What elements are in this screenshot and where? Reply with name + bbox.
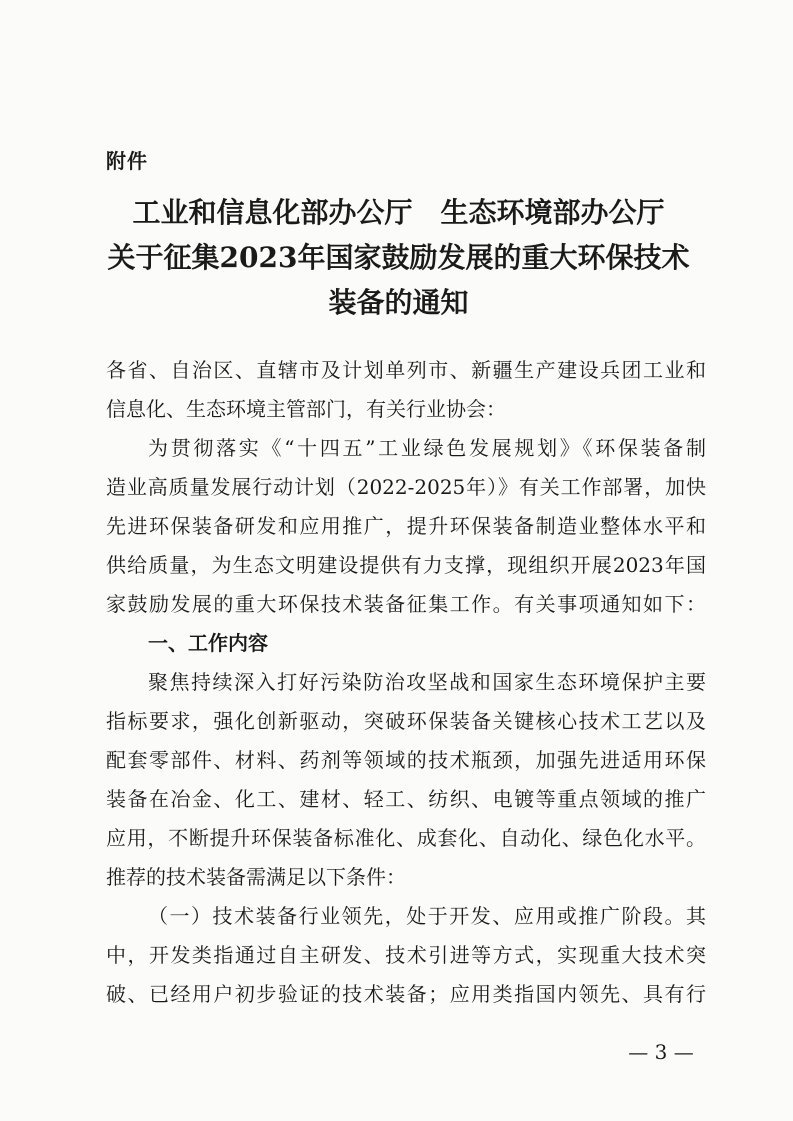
paragraph-line: 推荐的技术装备需满足以下条件： (106, 865, 406, 889)
section-heading: 一、工作内容 (148, 631, 268, 655)
attachment-label: 附件 (106, 149, 148, 173)
paragraph-line: 装备在冶金、化工、建材、轻工、纺织、电镀等重点领域的推广 (106, 787, 706, 811)
paragraph-line: 中，开发类指通过自主研发、技术引进等方式，实现重大技术突 (106, 943, 706, 967)
document-body (106, 351, 706, 1014)
paragraph-line: 指标要求，强化创新驱动，突破环保装备关键核心技术工艺以及 (106, 709, 706, 733)
document-title (96, 190, 701, 325)
paragraph-line: 先进环保装备研发和应用推广，提升环保装备制造业整体水平和 (106, 514, 706, 538)
paragraph-line: 配套零部件、材料、药剂等领域的技术瓶颈，加强先进适用环保 (106, 748, 706, 772)
paragraph-line: 为贯彻落实《“十四五”工业绿色发展规划》《环保装备制 (148, 436, 706, 460)
paragraph-line: 破、已经用户初步验证的技术装备；应用类指国内领先、具有行 (106, 982, 706, 1006)
paragraph-line: 供给质量，为生态文明建设提供有力支撑，现组织开展2023年国 (106, 553, 706, 577)
paragraph-line: （一）技术装备行业领先，处于开发、应用或推广阶段。其 (148, 904, 706, 928)
title-line: 关于征集2023年国家鼓励发展的重大环保技术 (107, 241, 690, 274)
paragraph-line: 家鼓励发展的重大环保技术装备征集工作。有关事项通知如下： (106, 592, 706, 616)
addressee-line: 各省、自治区、直辖市及计划单列市、新疆生产建设兵团工业和 (106, 358, 706, 382)
addressee-line: 信息化、生态环境主管部门，有关行业协会： (106, 397, 506, 421)
title-line: 装备的通知 (328, 286, 469, 319)
page-number: — 3 — (628, 1040, 694, 1064)
paragraph-line: 造业高质量发展行动计划（2022-2025年）》有关工作部署，加快 (106, 475, 706, 499)
title-line: 工业和信息化部办公厅 生态环境部办公厅 (132, 196, 665, 229)
paragraph-line: 聚焦持续深入打好污染防治攻坚战和国家生态环境保护主要 (148, 670, 706, 694)
paragraph-line: 应用，不断提升环保装备标准化、成套化、自动化、绿色化水平。 (106, 826, 706, 850)
